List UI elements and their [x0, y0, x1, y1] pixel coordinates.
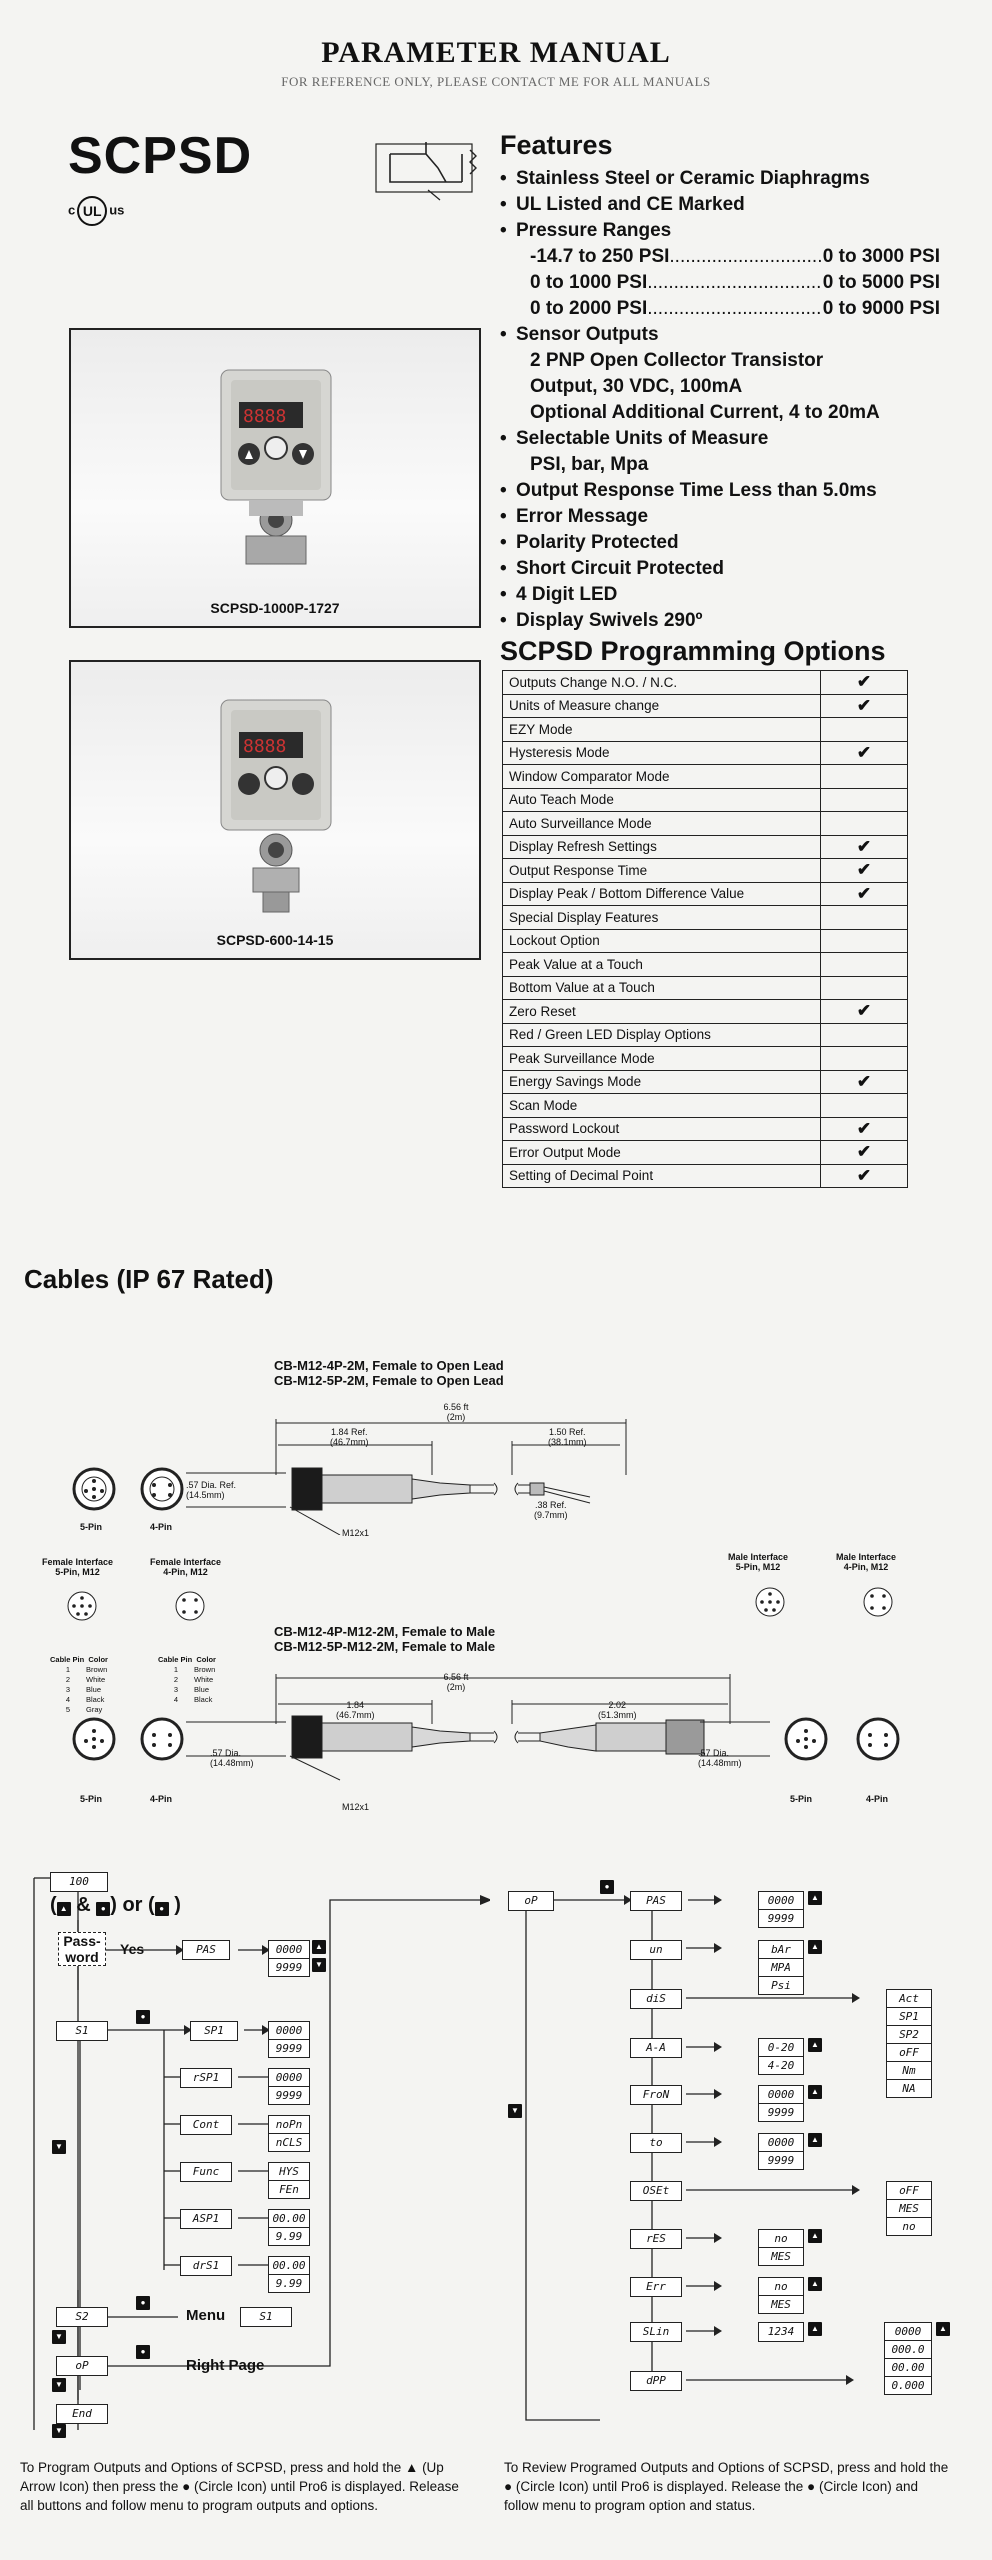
- feature-subline: Output, 30 VDC, 100mA: [530, 376, 743, 397]
- feature-item: • Output Response Time Less than 5.0ms: [500, 478, 940, 504]
- display-range: 0000 9999: [758, 1891, 804, 1928]
- circle-key-icon: ●: [600, 1880, 614, 1894]
- option-check: ✔: [821, 1070, 908, 1094]
- feature-item: • Sensor Outputs: [500, 322, 940, 348]
- option-row: [503, 906, 908, 930]
- option-row: [503, 1000, 908, 1024]
- display-pas: PAS: [182, 1940, 230, 1960]
- display-dis: diS: [630, 1989, 682, 2009]
- option-row: [503, 1023, 908, 1047]
- up-key-icon: ▲: [808, 2133, 822, 2147]
- up-key-icon: ▲: [808, 1891, 822, 1905]
- page-title: PARAMETER MANUAL: [321, 36, 671, 69]
- option-label: Outputs Change N.O. / N.C.: [503, 671, 821, 695]
- display-range: 0000 9999: [758, 2133, 804, 2170]
- pin-color-row: 4 Black: [65, 1695, 105, 1704]
- down-key-icon: ▼: [52, 2330, 66, 2344]
- feature-subline: Optional Additional Current, 4 to 20mA: [530, 402, 880, 423]
- svg-text:8888: 8888: [243, 736, 287, 757]
- option-row: [503, 859, 908, 883]
- programming-options-table: [502, 670, 908, 1188]
- pressure-sensor-image: [71, 662, 479, 932]
- option-row: [503, 765, 908, 789]
- pressure-range-row: 0 to 2000 PSI ..... 0 to 9000 PSI: [500, 296, 940, 322]
- option-check: [821, 1047, 908, 1071]
- display-drs1: drS1: [180, 2256, 232, 2276]
- pin-color-row: 2 White: [65, 1675, 106, 1684]
- up-key-icon: ▲: [808, 2322, 822, 2336]
- display-asp1: ASP1: [180, 2209, 232, 2229]
- display-pas-range: 0000 9999: [268, 1940, 310, 1977]
- down-key-icon: ▼: [52, 2424, 66, 2438]
- display-sp1: SP1: [190, 2021, 238, 2041]
- feature-item: • Short Circuit Protected: [500, 556, 940, 582]
- pin-color-row: 3 Blue: [65, 1685, 102, 1694]
- svg-text:8888: 8888: [243, 406, 287, 427]
- option-check: ✔: [821, 671, 908, 695]
- display-dpp: dPP: [630, 2371, 682, 2391]
- photo-caption: SCPSD-600-14-15: [216, 932, 334, 948]
- feature-item: • Pressure Ranges: [500, 218, 940, 244]
- product-photo-1: [69, 328, 481, 628]
- pin-color-row: 4 Black: [173, 1695, 213, 1704]
- display-rsp1: rSP1: [180, 2068, 232, 2088]
- page-subtitle: FOR REFERENCE ONLY, PLEASE CONTACT ME FOR ALL MANUALS: [281, 74, 711, 89]
- display-err: Err: [630, 2277, 682, 2297]
- option-row: [503, 1141, 908, 1165]
- display-asp1-range: 00.00 9.99: [268, 2209, 310, 2246]
- option-check: ✔: [821, 835, 908, 859]
- display-oset: OSEt: [630, 2181, 682, 2201]
- up-key-icon: ▲: [936, 2322, 950, 2336]
- option-check: [821, 906, 908, 930]
- option-label: Scan Mode: [503, 1094, 821, 1118]
- display-end: End: [56, 2404, 108, 2424]
- display-func-options: HYS FEn: [268, 2162, 310, 2199]
- up-key-icon: ▲: [808, 2277, 822, 2291]
- cable1-diagram: [0, 1395, 992, 1535]
- option-check: ✔: [821, 694, 908, 718]
- option-row: [503, 1164, 908, 1188]
- option-check: ✔: [821, 741, 908, 765]
- cable1-title: CB-M12-4P-2M, Female to Open Lead CB-M12-5P-2M, Female to Open Lead: [274, 1358, 504, 1388]
- down-key-icon: ▼: [52, 2140, 66, 2154]
- option-label: Display Peak / Bottom Difference Value: [503, 882, 821, 906]
- button-combo: ( ▲ & ● ) or ( ● ): [50, 1894, 181, 1916]
- option-check: [821, 929, 908, 953]
- display-slin-value: 1234: [758, 2322, 804, 2342]
- option-row: [503, 741, 908, 765]
- pin-color-table-5: Cable Pin Color 1 Brown 2 White 3 Blue 4 Black 5 Gray: [50, 1655, 108, 1714]
- option-row: [503, 788, 908, 812]
- option-check: ✔: [821, 882, 908, 906]
- option-check: [821, 953, 908, 977]
- option-row: [503, 1070, 908, 1094]
- display-analog-options: 0-20 4-20: [758, 2038, 804, 2075]
- display-decimal-options: 0000 000.0 00.00 0.000: [884, 2322, 932, 2395]
- option-check: [821, 812, 908, 836]
- down-key-icon: ▼: [52, 2378, 66, 2392]
- display-range: 0000 9999: [758, 2085, 804, 2122]
- option-label: Display Refresh Settings: [503, 835, 821, 859]
- option-label: Auto Teach Mode: [503, 788, 821, 812]
- option-check: [821, 765, 908, 789]
- display-oset-options: oFF MES no: [886, 2181, 932, 2236]
- option-check: [821, 1094, 908, 1118]
- option-check: ✔: [821, 859, 908, 883]
- feature-subline: 2 PNP Open Collector Transistor: [530, 350, 824, 371]
- option-row: [503, 694, 908, 718]
- display-units: bAr MPA Psi: [758, 1940, 804, 1995]
- display-op: oP: [56, 2356, 108, 2376]
- display-res: rES: [630, 2229, 682, 2249]
- display-range: 0000 9999: [268, 2021, 310, 2058]
- features-list: [500, 166, 940, 634]
- display-fron: FroN: [630, 2085, 682, 2105]
- option-row: [503, 1047, 908, 1071]
- pressure-sensor-image: [71, 330, 479, 600]
- circle-key-icon: ●: [136, 2296, 150, 2310]
- up-key-icon: ▲: [808, 2085, 822, 2099]
- circle-key-icon: ●: [136, 2345, 150, 2359]
- instructions-right: To Review Programed Outputs and Options of SCPSD, press and hold the ● (Circle Icon) until Pro6 is displayed. Release the ● (Circle Icon) and follow menu to program option and status.: [504, 2460, 949, 2513]
- option-row: [503, 882, 908, 906]
- feature-item: • Error Message: [500, 504, 940, 530]
- option-label: Setting of Decimal Point: [503, 1164, 821, 1188]
- display-slin: SLin: [630, 2322, 682, 2342]
- feature-item: • UL Listed and CE Marked: [500, 192, 940, 218]
- display-un: un: [630, 1940, 682, 1960]
- photo-caption: SCPSD-1000P-1727: [210, 600, 340, 616]
- option-check: [821, 976, 908, 1000]
- display-100: 100: [50, 1872, 108, 1892]
- instructions-left: To Program Outputs and Options of SCPSD, press and hold the ▲ (Up Arrow Icon) then press the ● (Circle Icon) until Pro6 is displayed. Release all buttons and follow menu to program outputs and options.: [20, 2460, 459, 2513]
- up-key-icon: ▲: [808, 2038, 822, 2052]
- option-label: Hysteresis Mode: [503, 741, 821, 765]
- feature-item: • Polarity Protected: [500, 530, 940, 556]
- option-check: [821, 1023, 908, 1047]
- option-label: Window Comparator Mode: [503, 765, 821, 789]
- option-label: Bottom Value at a Touch: [503, 976, 821, 1000]
- model-name: SCPSD: [68, 127, 253, 185]
- pin-interface-icons: [0, 1584, 992, 1634]
- pressure-range-row: 0 to 1000 PSI ..... 0 to 5000 PSI: [500, 270, 940, 296]
- switch-symbol-icon: [366, 134, 486, 204]
- display-s2: S2: [56, 2307, 108, 2327]
- option-row: [503, 718, 908, 742]
- option-check: ✔: [821, 1141, 908, 1165]
- option-label: Special Display Features: [503, 906, 821, 930]
- product-photo-2: [69, 660, 481, 960]
- option-check: ✔: [821, 1164, 908, 1188]
- option-row: [503, 929, 908, 953]
- display-s1: S1: [56, 2021, 108, 2041]
- features-heading: Features: [500, 130, 613, 160]
- option-check: [821, 718, 908, 742]
- option-label: Auto Surveillance Mode: [503, 812, 821, 836]
- programming-options-heading: SCPSD Programming Options: [500, 636, 886, 666]
- feature-item: • Display Swivels 290º: [500, 608, 940, 634]
- display-to: to: [630, 2133, 682, 2153]
- option-row: [503, 1117, 908, 1141]
- option-label: Energy Savings Mode: [503, 1070, 821, 1094]
- pin-color-row: 3 Blue: [173, 1685, 210, 1694]
- pin-color-row: 1 Brown: [173, 1665, 216, 1674]
- pin-color-row: 1 Brown: [65, 1665, 108, 1674]
- option-row: [503, 671, 908, 695]
- display-dis-options: Act SP1 SP2 oFF Nm NA: [886, 1989, 932, 2098]
- feature-item: • Selectable Units of Measure: [500, 426, 940, 452]
- option-label: Output Response Time: [503, 859, 821, 883]
- display-res-options: no MES: [758, 2229, 804, 2266]
- display-cont: Cont: [180, 2115, 232, 2135]
- display-aa: A-A: [630, 2038, 682, 2058]
- option-label: Error Output Mode: [503, 1141, 821, 1165]
- option-label: Peak Value at a Touch: [503, 953, 821, 977]
- cable2-diagram: [0, 1664, 992, 1794]
- circle-key-icon: ●: [136, 2010, 150, 2024]
- display-func: Func: [180, 2162, 232, 2182]
- display-s1-menu: S1: [240, 2307, 292, 2327]
- cables-heading: Cables (IP 67 Rated): [24, 1264, 274, 1294]
- option-label: Units of Measure change: [503, 694, 821, 718]
- display-op: oP: [508, 1891, 554, 1911]
- ul-cert-logo: c UL us: [68, 196, 124, 226]
- feature-subline: PSI, bar, Mpa: [530, 454, 649, 475]
- option-label: EZY Mode: [503, 718, 821, 742]
- pin-color-row: 5 Gray: [65, 1705, 103, 1714]
- pin-color-row: 2 White: [173, 1675, 214, 1684]
- display-drs1-range: 00.00 9.99: [268, 2256, 310, 2293]
- feature-item: • 4 Digit LED: [500, 582, 940, 608]
- up-key-icon: ▲: [808, 1940, 822, 1954]
- option-label: Lockout Option: [503, 929, 821, 953]
- cable2-title: CB-M12-4P-M12-2M, Female to Male CB-M12-5P-M12-2M, Female to Male: [274, 1624, 496, 1654]
- option-check: [821, 788, 908, 812]
- option-label: Red / Green LED Display Options: [503, 1023, 821, 1047]
- display-err-options: no MES: [758, 2277, 804, 2314]
- option-row: [503, 812, 908, 836]
- display-cont-options: noPn nCLS: [268, 2115, 310, 2152]
- option-check: ✔: [821, 1000, 908, 1024]
- password-box: Pass- word: [58, 1932, 106, 1966]
- pin-color-table-4: Cable Pin Color 1 Brown 2 White 3 Blue 4 Black: [158, 1655, 216, 1704]
- pressure-range-row: -14.7 to 250 PSI ..... 0 to 3000 PSI: [500, 244, 940, 270]
- down-key-icon: ▼: [508, 2104, 522, 2118]
- option-check: ✔: [821, 1117, 908, 1141]
- option-row: [503, 976, 908, 1000]
- option-label: Peak Surveillance Mode: [503, 1047, 821, 1071]
- up-key-icon: ▲: [312, 1940, 326, 1954]
- feature-item: • Stainless Steel or Ceramic Diaphragms: [500, 166, 940, 192]
- up-key-icon: ▲: [808, 2229, 822, 2243]
- option-label: Password Lockout: [503, 1117, 821, 1141]
- option-row: [503, 953, 908, 977]
- down-key-icon: ▼: [312, 1958, 326, 1972]
- display-pas: PAS: [630, 1891, 682, 1911]
- option-row: [503, 835, 908, 859]
- option-row: [503, 1094, 908, 1118]
- option-label: Zero Reset: [503, 1000, 821, 1024]
- display-range: 0000 9999: [268, 2068, 310, 2105]
